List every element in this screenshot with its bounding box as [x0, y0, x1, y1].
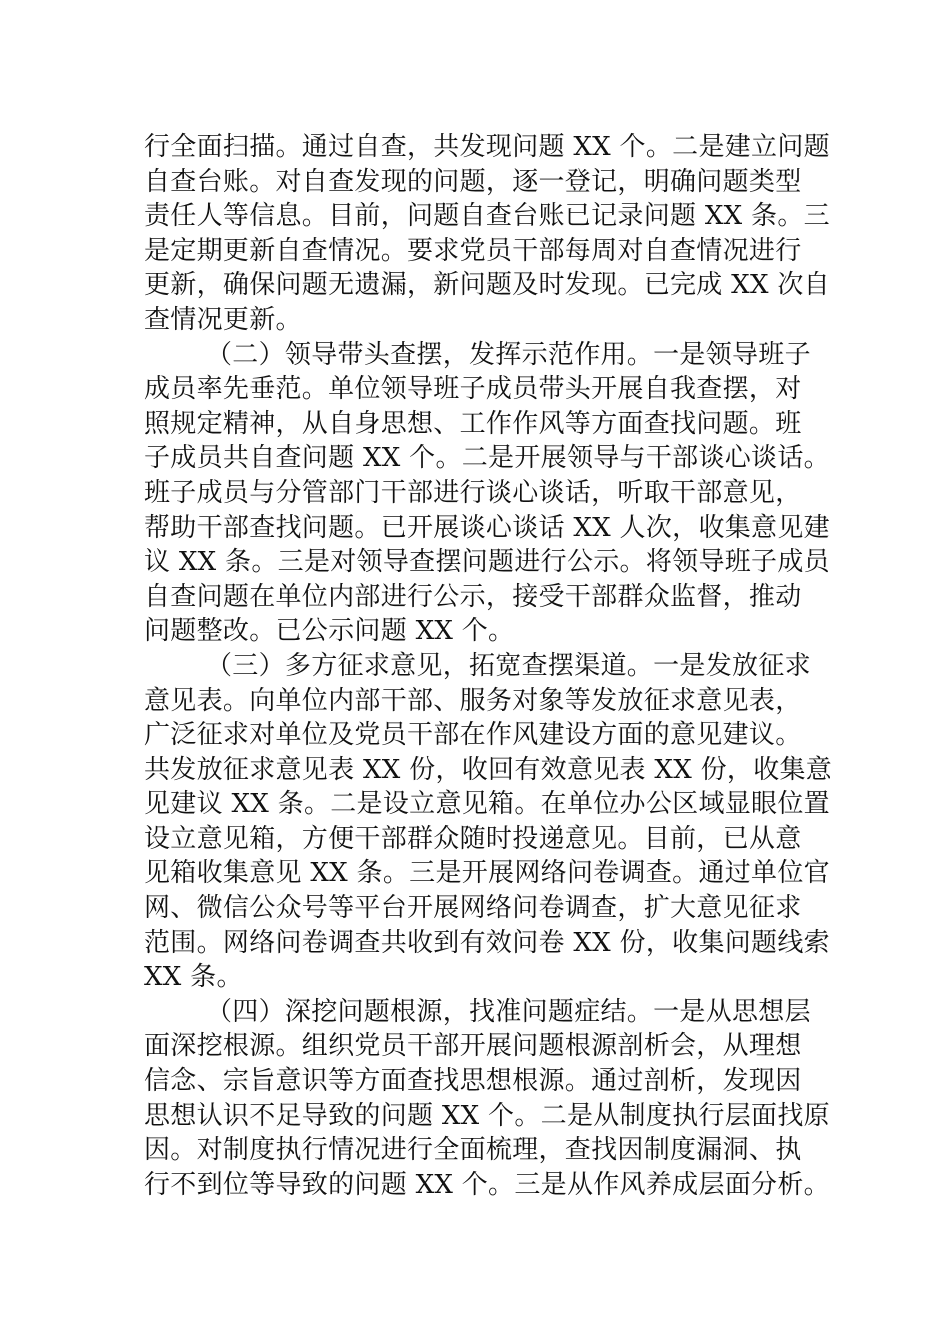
text-line: 行不到位等导致的问题 XX 个。三是从作风养成层面分析。 [144, 1169, 830, 1200]
text-line: 面深挖根源。组织党员干部开展问题根源剖析会，从理想 [144, 1031, 802, 1062]
text-line: 自查台账。对自查发现的问题，逐一登记，明确问题类型 [144, 166, 802, 197]
text-line: 更新，确保问题无遗漏，新问题及时发现。已完成 XX 次自 [144, 270, 830, 301]
text-line: 思想认识不足导致的问题 XX 个。二是从制度执行层面找原 [144, 1100, 830, 1131]
text-line: 信念、宗旨意识等方面查找思想根源。通过剖析，发现因 [144, 1066, 802, 1097]
text-line: 设立意见箱，方便干部群众随时投递意见。目前，已从意 [144, 823, 802, 854]
paragraph-heading-4: （四）深挖问题根源，找准问题症结。一是从思想层 [206, 996, 811, 1027]
text-line: 问题整改。已公示问题 XX 个。 [144, 616, 515, 647]
text-line: 责任人等信息。目前，问题自查台账已记录问题 XX 条。三 [144, 201, 830, 232]
paragraph-heading-2: （二）领导带头查摆，发挥示范作用。一是领导班子 [206, 339, 811, 370]
text-line: XX 条。 [144, 962, 243, 993]
paragraph-heading-3: （三）多方征求意见，拓宽查摆渠道。一是发放征求 [206, 650, 811, 681]
text-line: 自查问题在单位内部进行公示，接受干部群众监督，推动 [144, 581, 802, 612]
text-line: 意见表。向单位内部干部、服务对象等发放征求意见表， [144, 685, 802, 716]
text-line: 查情况更新。 [144, 304, 302, 335]
text-line: 见建议 XX 条。二是设立意见箱。在单位办公区域显眼位置 [144, 789, 830, 820]
text-line: 班子成员与分管部门干部进行谈心谈话，听取干部意见， [144, 477, 802, 508]
text-line: 行全面扫描。通过自查，共发现问题 XX 个。二是建立问题 [144, 132, 830, 162]
text-line: 见箱收集意见 XX 条。三是开展网络问卷调查。通过单位官 [144, 858, 830, 889]
text-line: 帮助干部查找问题。已开展谈心谈话 XX 人次，收集意见建 [144, 512, 830, 543]
text-line: 因。对制度执行情况进行全面梳理，查找因制度漏洞、执 [144, 1135, 802, 1166]
text-line: 共发放征求意见表 XX 份，收回有效意见表 XX 份，收集意 [144, 754, 833, 785]
text-line: 子成员共自查问题 XX 个。二是开展领导与干部谈心谈话。 [144, 443, 830, 474]
text-line: 广泛征求对单位及党员干部在作风建设方面的意见建议。 [144, 720, 802, 751]
text-line: 议 XX 条。三是对领导查摆问题进行公示。将领导班子成员 [144, 547, 830, 578]
text-line: 范围。网络问卷调查共收到有效问卷 XX 份，收集问题线索 [144, 927, 830, 958]
text-line: 照规定精神，从自身思想、工作作风等方面查找问题。班 [144, 408, 802, 439]
body-text [144, 130, 833, 1202]
text-line: 是定期更新自查情况。要求党员干部每周对自查情况进行 [144, 235, 802, 266]
text-line: 网、微信公众号等平台开展网络问卷调查，扩大意见征求 [144, 893, 802, 924]
text-line: 成员率先垂范。单位领导班子成员带头开展自我查摆，对 [144, 374, 802, 405]
